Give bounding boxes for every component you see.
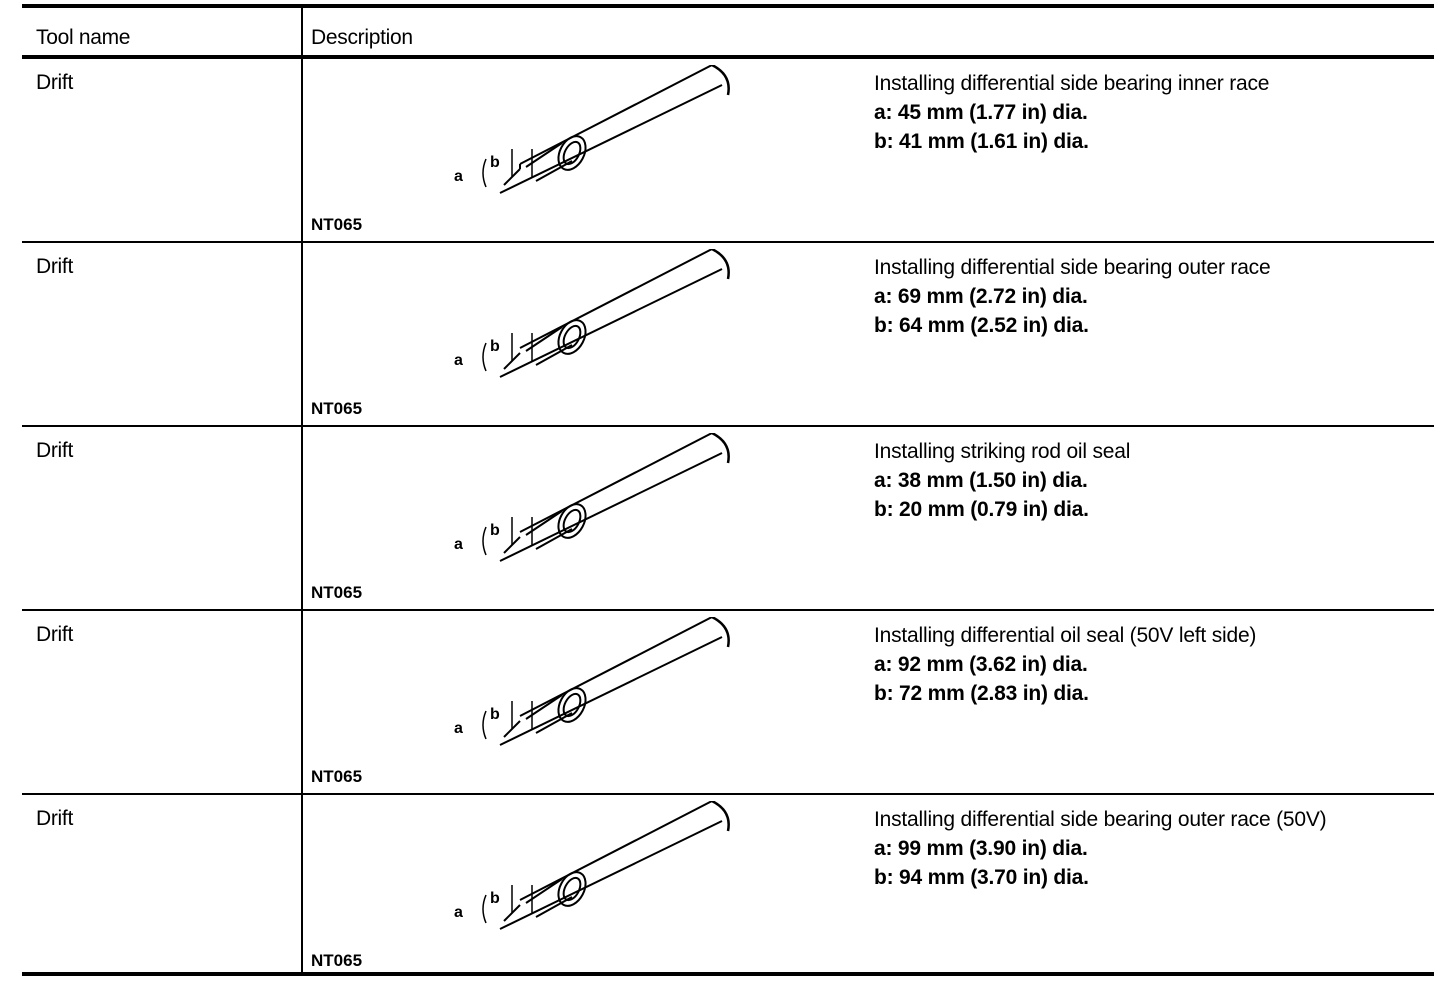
tool-name: Drift: [36, 255, 73, 278]
diagram-label-b: b: [490, 338, 500, 355]
dimension-b: b: 64 mm (2.52 in) dia.: [874, 314, 1089, 337]
tool-name: Drift: [36, 623, 73, 646]
dimension-b: b: 41 mm (1.61 in) dia.: [874, 130, 1089, 153]
illustration-code: NT065: [311, 767, 363, 786]
diagram-label-a: a: [454, 720, 463, 737]
drift-illustration: [442, 433, 762, 573]
tool-name: Drift: [36, 807, 73, 830]
drift-illustration: [442, 249, 762, 389]
table-header: [22, 8, 1434, 59]
diagram-label-b: b: [490, 706, 500, 723]
diagram-label-b: b: [490, 154, 500, 171]
diagram-label-a: a: [454, 352, 463, 369]
illustration-code: NT065: [311, 399, 363, 418]
illustration-code: NT065: [311, 583, 363, 602]
table-row: [22, 427, 1434, 611]
illustration-code: NT065: [311, 215, 363, 234]
diagram-label-a: a: [454, 904, 463, 921]
table-row: [22, 611, 1434, 795]
description-cell: [874, 621, 1256, 708]
dimension-a: a: 45 mm (1.77 in) dia.: [874, 101, 1088, 124]
table-row: [22, 243, 1434, 427]
header-description: Description: [311, 26, 413, 49]
dimension-b: b: 72 mm (2.83 in) dia.: [874, 682, 1089, 705]
dimension-a: a: 99 mm (3.90 in) dia.: [874, 837, 1088, 860]
diagram-label-b: b: [490, 522, 500, 539]
tool-purpose: Installing differential side bearing outer race: [874, 256, 1271, 279]
tool-purpose: Installing differential oil seal (50V left side): [874, 624, 1257, 647]
dimension-a: a: 38 mm (1.50 in) dia.: [874, 469, 1088, 492]
dimension-b: b: 94 mm (3.70 in) dia.: [874, 866, 1089, 889]
description-cell: [874, 69, 1269, 156]
illustration-code: NT065: [311, 951, 363, 970]
description-cell: [874, 253, 1270, 340]
tool-name: Drift: [36, 71, 73, 94]
diagram-label-a: a: [454, 168, 463, 185]
diagram-label-b: b: [490, 890, 500, 907]
tool-purpose: Installing striking rod oil seal: [874, 440, 1131, 463]
dimension-a: a: 92 mm (3.62 in) dia.: [874, 653, 1088, 676]
drift-illustration: [442, 801, 762, 941]
drift-illustration: [442, 65, 762, 205]
special-tools-table: [22, 4, 1434, 976]
drift-illustration: [442, 617, 762, 757]
dimension-a: a: 69 mm (2.72 in) dia.: [874, 285, 1088, 308]
diagram-label-a: a: [454, 536, 463, 553]
tool-purpose: Installing differential side bearing outer race (50V): [874, 808, 1327, 831]
header-tool-name: Tool name: [36, 26, 131, 49]
table-row: [22, 59, 1434, 243]
tool-name: Drift: [36, 439, 73, 462]
tool-purpose: Installing differential side bearing inner race: [874, 72, 1270, 95]
description-cell: [874, 805, 1326, 892]
table-row: [22, 795, 1434, 979]
description-cell: [874, 437, 1130, 524]
dimension-b: b: 20 mm (0.79 in) dia.: [874, 498, 1089, 521]
